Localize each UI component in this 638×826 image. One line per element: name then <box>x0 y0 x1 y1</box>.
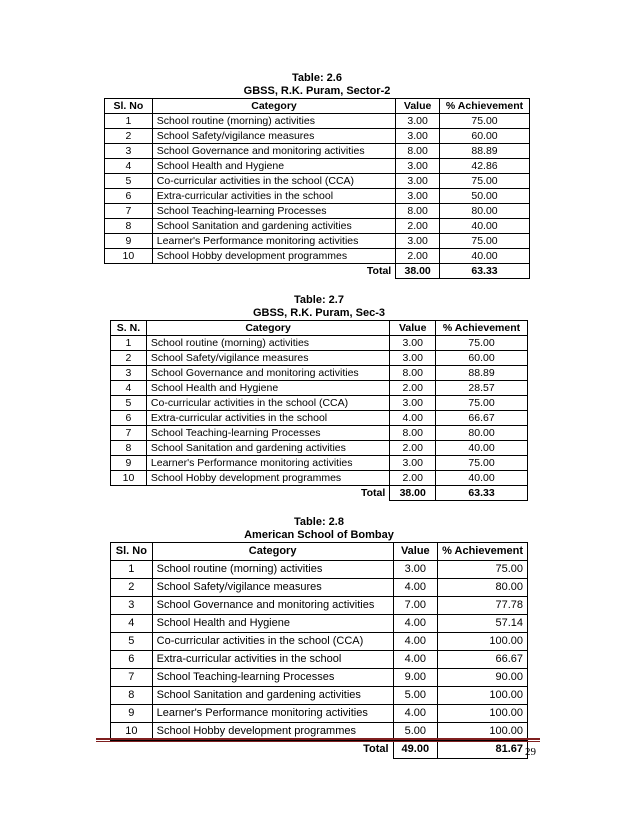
row-value: 2.00 <box>390 381 436 396</box>
table-row <box>105 129 530 144</box>
row-value: 3.00 <box>396 189 440 204</box>
row-serial: 7 <box>111 669 153 687</box>
row-achievement: 40.00 <box>436 471 528 486</box>
row-achievement: 100.00 <box>438 723 528 741</box>
table-row <box>111 669 528 687</box>
table-row <box>105 174 530 189</box>
row-achievement: 100.00 <box>438 633 528 651</box>
row-value: 3.00 <box>396 129 440 144</box>
table-row <box>111 426 528 441</box>
footer-rule <box>96 738 540 740</box>
row-achievement: 40.00 <box>440 249 530 264</box>
header-category: Category <box>152 543 393 561</box>
total-achievement: 63.33 <box>436 486 528 501</box>
table-header-row <box>111 543 528 561</box>
row-serial: 6 <box>105 189 153 204</box>
row-value: 2.00 <box>390 441 436 456</box>
row-serial: 5 <box>111 396 147 411</box>
row-achievement: 40.00 <box>440 219 530 234</box>
row-serial: 5 <box>105 174 153 189</box>
table-row <box>111 597 528 615</box>
table-school-title: American School of Bombay <box>244 529 394 541</box>
total-label: Total <box>152 741 393 759</box>
total-value: 38.00 <box>390 486 436 501</box>
row-category: Extra-curricular activities in the school <box>146 411 389 426</box>
row-serial: 2 <box>111 579 153 597</box>
row-serial: 1 <box>105 114 153 129</box>
row-serial: 4 <box>111 615 153 633</box>
row-value: 4.00 <box>393 633 438 651</box>
table-row <box>111 456 528 471</box>
row-serial: 4 <box>105 159 153 174</box>
row-category: School Teaching-learning Processes <box>152 204 395 219</box>
table-row <box>111 366 528 381</box>
header-serial: Sl. No <box>111 543 153 561</box>
row-serial: 6 <box>111 651 153 669</box>
row-serial: 3 <box>111 597 153 615</box>
row-achievement: 80.00 <box>438 579 528 597</box>
row-serial: 7 <box>111 426 147 441</box>
row-category: Learner's Performance monitoring activities <box>152 705 393 723</box>
row-serial: 9 <box>105 234 153 249</box>
table-row <box>105 234 530 249</box>
header-achievement: % Achievement <box>440 99 530 114</box>
table-row <box>111 705 528 723</box>
row-serial: 1 <box>111 561 153 579</box>
table-school-title: GBSS, R.K. Puram, Sec-3 <box>252 307 386 319</box>
table-header-row <box>105 99 530 114</box>
table-caption: Table: 2.6 <box>292 72 342 84</box>
row-value: 4.00 <box>393 705 438 723</box>
row-category: School Health and Hygiene <box>152 159 395 174</box>
row-category: School Safety/vigilance measures <box>146 351 389 366</box>
table-row <box>111 471 528 486</box>
row-achievement: 75.00 <box>436 396 528 411</box>
row-achievement: 75.00 <box>436 336 528 351</box>
table-row <box>105 144 530 159</box>
header-category: Category <box>146 321 389 336</box>
row-category: School Sanitation and gardening activities <box>146 441 389 456</box>
table-row <box>105 204 530 219</box>
row-value: 5.00 <box>393 687 438 705</box>
row-value: 3.00 <box>396 174 440 189</box>
total-value: 49.00 <box>393 741 438 759</box>
row-category: School Safety/vigilance measures <box>152 129 395 144</box>
row-serial: 4 <box>111 381 147 396</box>
header-serial: S. N. <box>111 321 147 336</box>
row-achievement: 66.67 <box>438 651 528 669</box>
row-value: 8.00 <box>390 426 436 441</box>
row-achievement: 75.00 <box>440 234 530 249</box>
row-serial: 8 <box>111 441 147 456</box>
row-value: 3.00 <box>396 159 440 174</box>
row-category: School Hobby development programmes <box>152 249 395 264</box>
row-achievement: 75.00 <box>440 114 530 129</box>
row-achievement: 66.67 <box>436 411 528 426</box>
table-row <box>111 441 528 456</box>
row-category: Learner's Performance monitoring activities <box>152 234 395 249</box>
row-category: School routine (morning) activities <box>152 561 393 579</box>
header-achievement: % Achievement <box>436 321 528 336</box>
row-value: 2.00 <box>396 249 440 264</box>
row-value: 3.00 <box>396 114 440 129</box>
table-caption: Table: 2.8 <box>294 516 344 528</box>
row-serial: 9 <box>111 456 147 471</box>
row-serial: 9 <box>111 705 153 723</box>
row-serial: 6 <box>111 411 147 426</box>
row-category: School Hobby development programmes <box>152 723 393 741</box>
row-category: School Sanitation and gardening activities <box>152 687 393 705</box>
row-value: 3.00 <box>390 351 436 366</box>
row-serial: 1 <box>111 336 147 351</box>
row-value: 8.00 <box>396 144 440 159</box>
table-row <box>111 411 528 426</box>
row-serial: 3 <box>111 366 147 381</box>
row-serial: 2 <box>105 129 153 144</box>
header-serial: Sl. No <box>105 99 153 114</box>
row-achievement: 60.00 <box>440 129 530 144</box>
row-category: School Governance and monitoring activities <box>152 597 393 615</box>
row-value: 3.00 <box>390 456 436 471</box>
row-category: Extra-curricular activities in the school <box>152 189 395 204</box>
row-category: School Teaching-learning Processes <box>146 426 389 441</box>
total-label: Total <box>152 264 395 279</box>
table-2-8-block <box>110 516 528 759</box>
row-achievement: 90.00 <box>438 669 528 687</box>
row-achievement: 42.86 <box>440 159 530 174</box>
table-header-row <box>111 321 528 336</box>
row-serial: 2 <box>111 351 147 366</box>
row-category: School Governance and monitoring activities <box>152 144 395 159</box>
total-achievement: 81.67 <box>438 741 528 759</box>
row-serial: 10 <box>105 249 153 264</box>
row-category: Learner's Performance monitoring activities <box>146 456 389 471</box>
table-row <box>105 219 530 234</box>
row-achievement: 28.57 <box>436 381 528 396</box>
table-row <box>105 189 530 204</box>
row-achievement: 75.00 <box>440 174 530 189</box>
row-category: School Health and Hygiene <box>152 615 393 633</box>
data-table <box>110 542 528 759</box>
table-row <box>105 114 530 129</box>
row-achievement: 57.14 <box>438 615 528 633</box>
row-achievement: 50.00 <box>440 189 530 204</box>
row-value: 2.00 <box>390 471 436 486</box>
row-category: Co-curricular activities in the school (CCA) <box>152 633 393 651</box>
table-school-title: GBSS, R.K. Puram, Sector-2 <box>243 85 391 97</box>
row-achievement: 75.00 <box>436 456 528 471</box>
table-row <box>105 159 530 174</box>
data-table <box>104 98 530 279</box>
row-category: School routine (morning) activities <box>146 336 389 351</box>
table-row <box>111 351 528 366</box>
row-achievement: 100.00 <box>438 705 528 723</box>
row-value: 4.00 <box>393 615 438 633</box>
row-serial: 7 <box>105 204 153 219</box>
table-caption: Table: 2.7 <box>294 294 344 306</box>
row-value: 8.00 <box>396 204 440 219</box>
table-row <box>111 396 528 411</box>
header-value: Value <box>390 321 436 336</box>
row-value: 2.00 <box>396 219 440 234</box>
row-serial: 5 <box>111 633 153 651</box>
row-category: School Teaching-learning Processes <box>152 669 393 687</box>
total-row <box>111 741 528 759</box>
row-category: School Safety/vigilance measures <box>152 579 393 597</box>
row-category: School Sanitation and gardening activities <box>152 219 395 234</box>
row-achievement: 77.78 <box>438 597 528 615</box>
table-row <box>111 381 528 396</box>
row-serial: 3 <box>105 144 153 159</box>
table-2-7-block <box>110 294 528 501</box>
header-value: Value <box>396 99 440 114</box>
table-row <box>111 633 528 651</box>
row-serial: 8 <box>111 687 153 705</box>
row-category: Extra-curricular activities in the school <box>152 651 393 669</box>
page-number: 29 <box>525 746 536 758</box>
table-row <box>111 561 528 579</box>
header-category: Category <box>152 99 395 114</box>
footer-rule-thin <box>96 741 540 742</box>
total-row <box>111 486 528 501</box>
header-achievement: % Achievement <box>438 543 528 561</box>
row-value: 9.00 <box>393 669 438 687</box>
row-value: 7.00 <box>393 597 438 615</box>
table-row <box>111 615 528 633</box>
table-row <box>111 651 528 669</box>
row-category: School Hobby development programmes <box>146 471 389 486</box>
row-value: 5.00 <box>393 723 438 741</box>
row-category: Co-curricular activities in the school (CCA) <box>146 396 389 411</box>
row-value: 3.00 <box>393 561 438 579</box>
row-serial: 10 <box>111 723 153 741</box>
row-value: 8.00 <box>390 366 436 381</box>
table-row <box>111 336 528 351</box>
total-value: 38.00 <box>396 264 440 279</box>
row-serial: 8 <box>105 219 153 234</box>
row-achievement: 75.00 <box>438 561 528 579</box>
table-2-6-block <box>104 72 530 279</box>
table-row <box>111 579 528 597</box>
row-value: 3.00 <box>396 234 440 249</box>
header-value: Value <box>393 543 438 561</box>
row-category: School Health and Hygiene <box>146 381 389 396</box>
row-value: 3.00 <box>390 396 436 411</box>
table-row <box>105 249 530 264</box>
row-category: Co-curricular activities in the school (CCA) <box>152 174 395 189</box>
row-value: 4.00 <box>393 651 438 669</box>
total-achievement: 63.33 <box>440 264 530 279</box>
row-achievement: 88.89 <box>440 144 530 159</box>
row-achievement: 80.00 <box>436 426 528 441</box>
row-achievement: 80.00 <box>440 204 530 219</box>
row-value: 3.00 <box>390 336 436 351</box>
row-achievement: 100.00 <box>438 687 528 705</box>
total-row <box>105 264 530 279</box>
row-value: 4.00 <box>390 411 436 426</box>
row-achievement: 88.89 <box>436 366 528 381</box>
total-label: Total <box>146 486 389 501</box>
data-table <box>110 320 528 501</box>
row-value: 4.00 <box>393 579 438 597</box>
row-achievement: 60.00 <box>436 351 528 366</box>
row-category: School routine (morning) activities <box>152 114 395 129</box>
row-serial: 10 <box>111 471 147 486</box>
row-achievement: 40.00 <box>436 441 528 456</box>
table-row <box>111 687 528 705</box>
row-category: School Governance and monitoring activities <box>146 366 389 381</box>
